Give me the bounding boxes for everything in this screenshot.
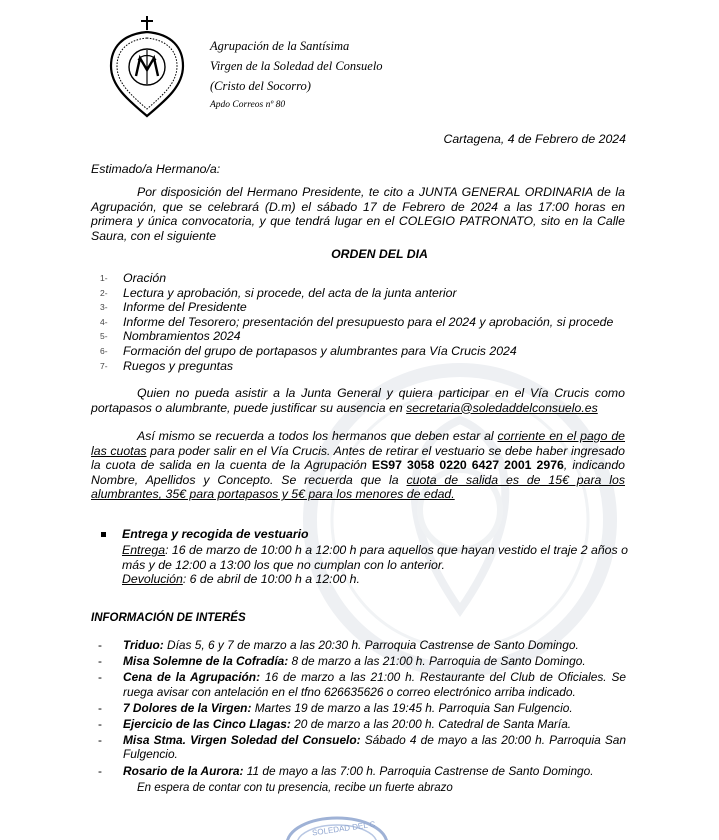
agenda-item-text: Oración xyxy=(123,271,167,285)
agenda-item-number: 5- xyxy=(100,331,108,342)
vestuario-details: Entrega: 16 de marzo de 10:00 h a 12:00 h para aquellos que hayan vestido el traje 2 años o más y de 12:00 a 13:00 los que no cumplan con lo anterior. Devolución: 6 de abril de 10:00 h a 12:00 h. xyxy=(122,543,628,587)
dash-bullet-icon: - xyxy=(98,763,102,778)
agenda-item xyxy=(0,359,719,374)
info-item-text: Misa Solemne de la Cofradía: 8 de marzo a las 21:00 h. Parroquia de Santo Domingo. xyxy=(123,654,586,669)
date-line: Cartagena, 4 de Febrero de 2024 xyxy=(443,132,626,146)
via-crucis-paragraph: Quien no pueda asistir a la Junta General y quiera participar en el Vía Crucis como portapasos o alumbrante, puede justificar su ausencia en secretaria@soledaddelconsuelo.es xyxy=(91,386,625,415)
bottom-stamp xyxy=(282,810,392,840)
info-item-text: 7 Dolores de la Virgen: Martes 19 de marzo a las 19:45 h. Parroquia San Fulgencio. xyxy=(123,700,573,715)
info-item-text: Rosario de la Aurora: 11 de mayo a las 7:00 h. Parroquia Castrense de Santo Domingo. xyxy=(123,763,594,778)
agenda-item-text: Nombramientos 2024 xyxy=(123,329,241,344)
agenda-item-number: 1- xyxy=(100,273,108,283)
agenda-item-number: 7- xyxy=(100,360,108,371)
agenda-item-text: Formación del grupo de portapasos y alumbrantes para Vía Crucis 2024 xyxy=(123,344,517,358)
dash-bullet-icon: - xyxy=(98,670,102,685)
agenda-item-text: Informe del Presidente xyxy=(123,300,247,315)
info-item-text: Triduo: Días 5, 6 y 7 de marzo a las 20:30 h. Parroquia Castrense de Santo Domingo. xyxy=(123,638,579,652)
org-name-line2: Virgen de la Soledad del Consuelo xyxy=(210,59,383,73)
agenda-item-text: Informe del Tesorero; presentación del presupuesto para el 2024 y aprobación, si procede xyxy=(123,314,614,329)
vestuario-title: Entrega y recogida de vestuario xyxy=(122,527,309,541)
secretary-email-link[interactable]: secretaria@soledaddelconsuelo.es xyxy=(406,400,598,415)
agenda-item-number: 6- xyxy=(100,346,108,356)
agenda-item xyxy=(0,329,719,344)
bank-account-iban: ES97 3058 0220 6427 2001 2976 xyxy=(371,458,564,473)
info-item-label: Cena de la Agrupación: xyxy=(123,670,261,685)
agenda-item-number: 3- xyxy=(100,302,108,313)
dash-bullet-icon: - xyxy=(98,638,102,652)
vestuario-bullet-icon xyxy=(101,532,106,537)
dash-bullet-icon: - xyxy=(98,733,102,748)
agenda-item xyxy=(0,286,719,301)
agenda-item xyxy=(0,344,719,359)
info-item-label: Rosario de la Aurora: xyxy=(123,763,244,778)
info-item-text: Misa Stma. Virgen Soledad del Consuelo: Sábado 4 de mayo a las 20:00 h. Parroquia San Fulgencio. xyxy=(123,733,627,762)
info-item-label: 7 Dolores de la Virgen: xyxy=(123,700,252,715)
info-item-label: Triduo: xyxy=(123,638,164,652)
agenda-item-number: 4- xyxy=(100,316,108,327)
info-item-label: Misa Stma. Virgen Soledad del Consuelo: xyxy=(123,733,361,748)
info-item-text: Cena de la Agrupación: 16 de marzo a las 21:00 h. Restaurante del Club de Oficiales. Se ruega avisar con antelación en el tfno 626635626 o correo electrónico arriba indicado. xyxy=(123,670,626,699)
brotherhood-emblem-logo xyxy=(108,14,186,118)
svg-text:SOLEDAD DEL C: SOLEDAD DEL C xyxy=(311,819,376,838)
salutation: Estimado/a Hermano/a: xyxy=(91,162,221,176)
agenda-item xyxy=(0,300,719,315)
dash-bullet-icon: - xyxy=(98,700,102,715)
agenda-item-text: Ruegos y preguntas xyxy=(123,358,234,373)
dash-bullet-icon: - xyxy=(98,654,102,669)
agenda-item-number: 2- xyxy=(100,287,108,298)
info-item-text: Ejercicio de las Cinco Llagas: 20 de marzo a las 20:00 h. Catedral de Santa María. xyxy=(123,717,572,732)
agenda-item-text: Lectura y aprobación, si procede, del acta de la junta anterior xyxy=(123,285,457,300)
agenda-title: ORDEN DEL DIA xyxy=(331,247,428,261)
org-name-line1: Agrupación de la Santísima xyxy=(210,39,350,53)
dash-bullet-icon: - xyxy=(98,717,102,732)
meeting-type: JUNTA GENERAL ORDINARIA xyxy=(418,185,593,199)
info-title: INFORMACIÓN DE INTERÉS xyxy=(91,612,246,624)
postal-box: Apdo Correos nº 80 xyxy=(210,100,286,110)
info-item-label: Ejercicio de las Cinco Llagas: xyxy=(123,717,291,732)
intro-paragraph: Por disposición del Hermano Presidente, te cito a JUNTA GENERAL ORDINARIA de la Agrupación, que se celebrará (D.m) el sábado 17 de Febrero de 2024 a las 17:00 horas en primera y única convocatoria, y que tendrá lugar en el COLEGIO PATRONATO, sito en la Calle Saura, con el siguiente xyxy=(91,185,625,243)
info-item-label: Misa Solemne de la Cofradía: xyxy=(123,654,289,669)
closing-line: En espera de contar con tu presencia, recibe un fuerte abrazo xyxy=(137,782,453,794)
agenda-item xyxy=(0,271,719,286)
fees-paragraph: Así mismo se recuerda a todos los hermanos que deben estar al corriente en el pago de las cuotas para poder salir en el Vía Crucis. Antes de retirar el vestuario se debe haber ingresado la cuota de salida en la cuenta de la Agrupación ES97 3058 0220 6427 2001 2976, indicando Nombre, Apellidos y Concepto. Se recuerda que la cuota de salida es de 15€ para los alumbrantes, 35€ para portapasos y 5€ para los menores de edad. xyxy=(91,429,625,502)
agenda-item xyxy=(0,315,719,330)
org-name-line3: (Cristo del Socorro) xyxy=(210,79,311,93)
